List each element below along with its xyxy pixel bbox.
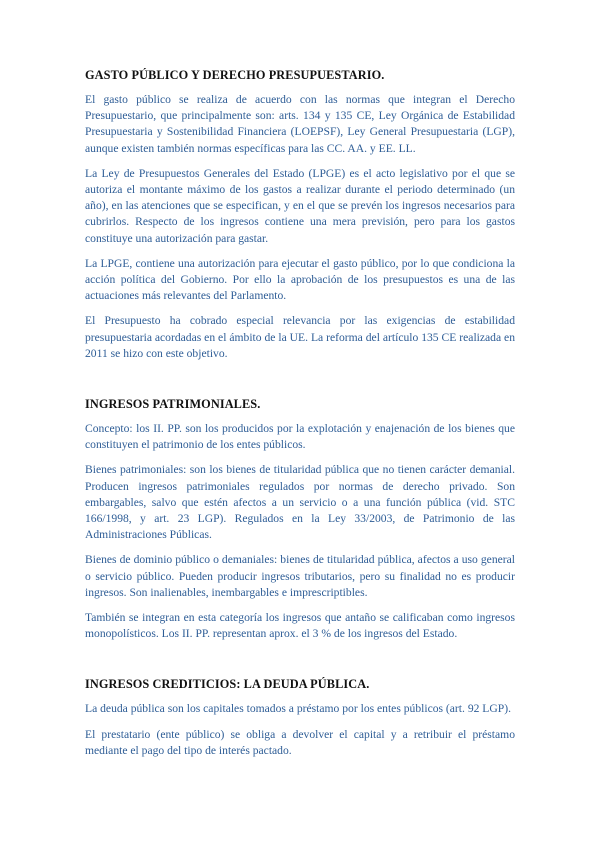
section-spacer: [85, 651, 515, 677]
paragraph: Bienes patrimoniales: son los bienes de titularidad pública que no tienen carácter demanial. Producen ingresos patrimoniales regulados por normas de derecho privado. Son embargables, salvo que estén afectos a un servicio o a una función pública (vid. STC 166/1998, y art. 23 LGP). Regulados en la Ley 33/2003, de Patrimonio de las Administraciones Públicas.: [85, 463, 515, 542]
section-heading: GASTO PÚBLICO Y DERECHO PRESUPUESTARIO.: [85, 68, 385, 82]
paragraph: También se integran en esta categoría los ingresos que antaño se calificaban como ingresos monopolísticos. Los II. PP. representan aprox. el 3 % de los ingresos del Estado.: [85, 611, 515, 641]
paragraph: El prestatario (ente público) se obliga a devolver el capital y a retribuir el préstamo mediante el pago del tipo de interés pactado.: [85, 727, 515, 757]
paragraph: La deuda pública son los capitales tomados a préstamo por los entes públicos (art. 92 LGP).: [85, 702, 511, 716]
paragraph: Bienes de dominio público o demaniales: bienes de titularidad pública, afectos a uso general o servicio público. Pueden producir ingresos tributarios, pero su finalidad no es producir ingresos. Son inalienables, inembargables e imprescriptibles.: [85, 553, 515, 599]
section-gasto-publico: [85, 68, 515, 362]
section-ingresos-crediticios: [85, 677, 515, 759]
paragraph: La Ley de Presupuestos Generales del Estado (LPGE) es el acto legislativo por el que se autoriza el montante máximo de los gastos a realizar durante el periodo determinado (un año), en las atenciones que se especifican, y en el que se prevén los ingresos necesarios para cubrirlos. Respecto de los ingresos contiene una mera previsión, pero para los gastos constituye una autorización para gastar.: [85, 166, 515, 245]
section-ingresos-patrimoniales: [85, 397, 515, 642]
paragraph: Concepto: los II. PP. son los producidos por la explotación y enajenación de los bienes que constituyen el patrimonio de los entes públicos.: [85, 422, 515, 452]
paragraph: El gasto público se realiza de acuerdo con las normas que integran el Derecho Presupuestario, que principalmente son: arts. 134 y 135 CE, Ley Orgánica de Estabilidad Presupuestaria y Sostenibilidad Financiera (LOEPSF), Ley General Presupuestaria (LGP), aunque existen también normas específicas para las CC. AA. y EE. LL.: [85, 93, 515, 155]
section-heading: INGRESOS PATRIMONIALES.: [85, 397, 261, 412]
section-heading: INGRESOS CREDITICIOS: LA DEUDA PÚBLICA.: [85, 677, 370, 692]
paragraph: La LPGE, contiene una autorización para ejecutar el gasto público, por lo que condiciona la acción política del Gobierno. Por ello la aprobación de los presupuestos es una de las actuaciones más relevantes del Parlamento.: [85, 256, 515, 303]
paragraph: El Presupuesto ha cobrado especial relevancia por las exigencias de estabilidad presupuestaria acordadas en el ámbito de la UE. La reforma del artículo 135 CE realizada en 2011 se hizo con este objetivo.: [85, 314, 515, 360]
section-spacer: [85, 371, 515, 397]
document-page: [85, 68, 515, 768]
